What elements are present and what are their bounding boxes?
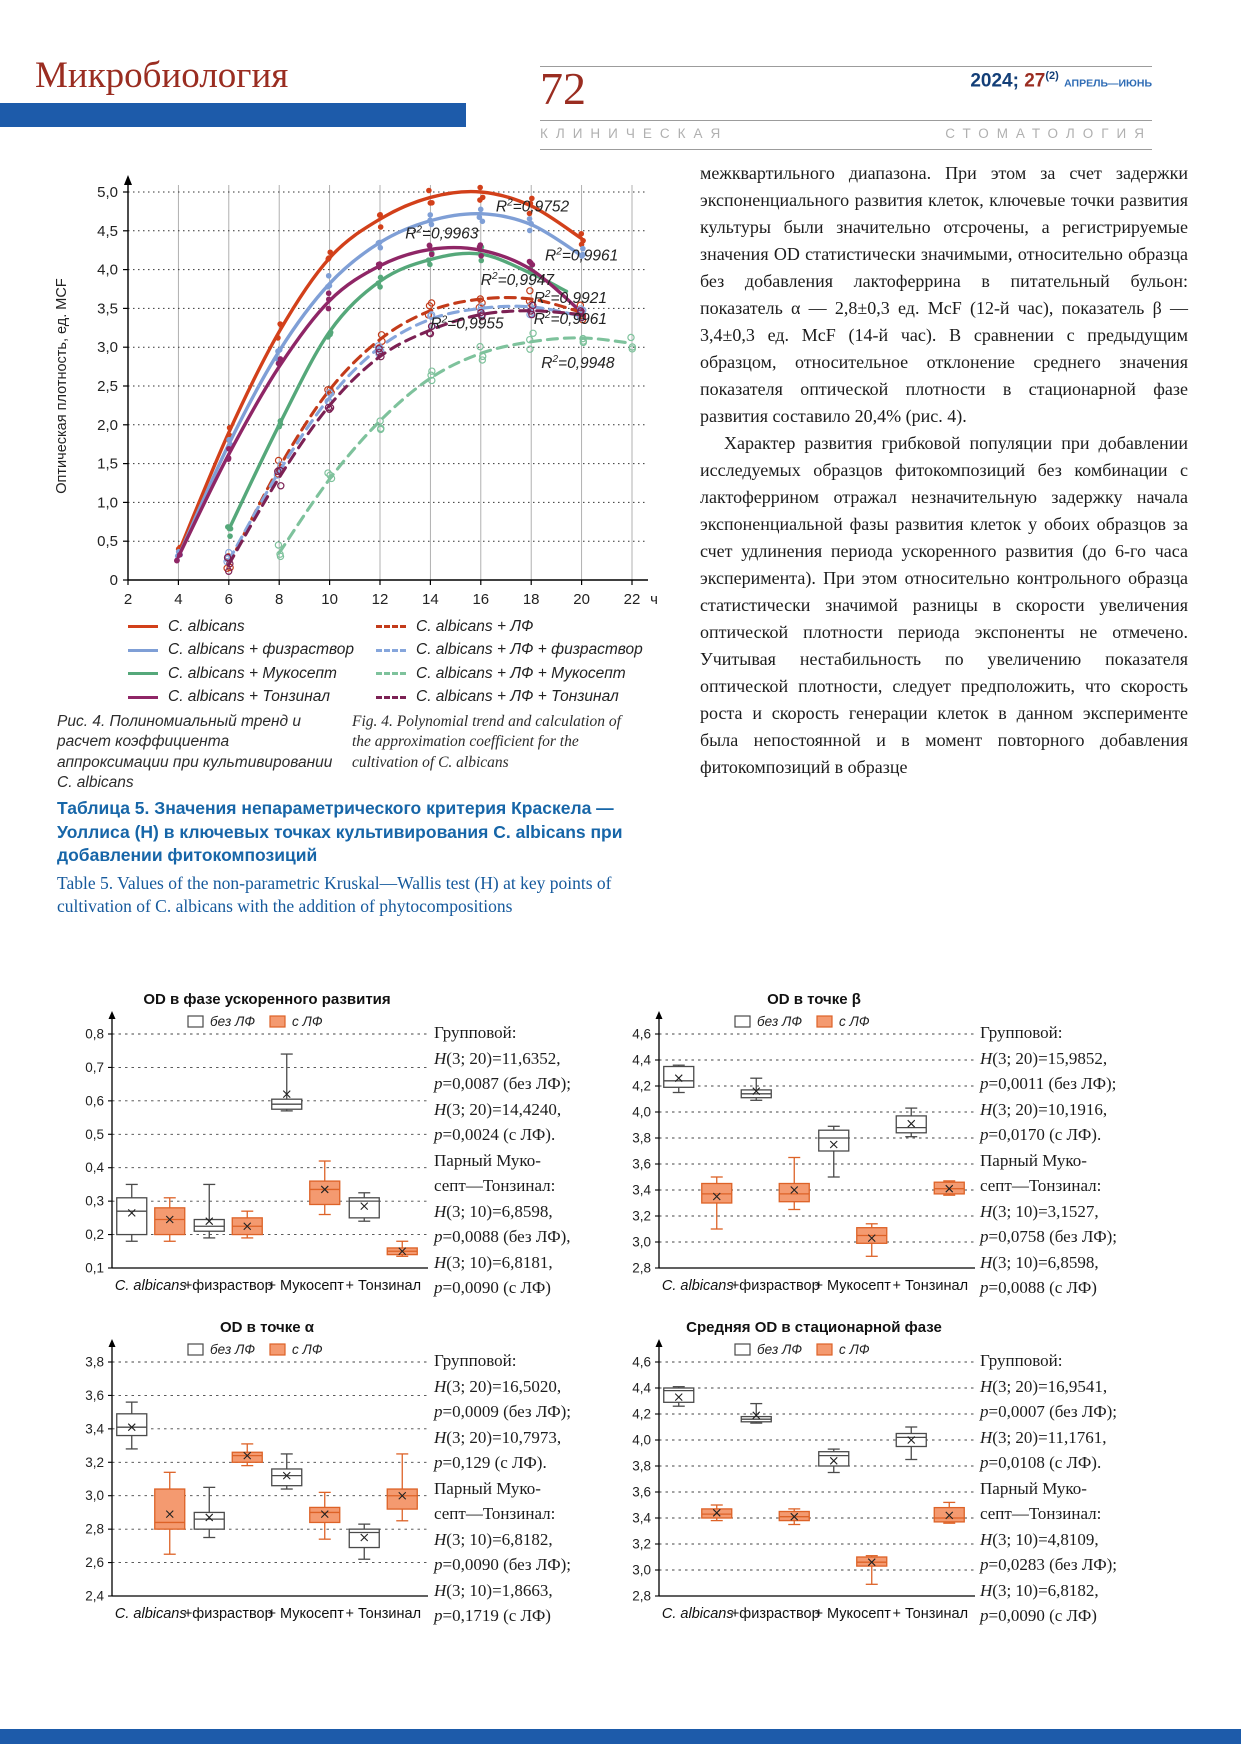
svg-text:ч: ч [650,591,658,608]
svg-text:с ЛФ: с ЛФ [292,1014,323,1029]
svg-text:0,7: 0,7 [85,1059,104,1075]
annotation-line: p=0,0087 (без ЛФ); [434,1074,572,1093]
svg-text:3,0: 3,0 [85,1488,104,1504]
footer-accent-bar [0,1729,1241,1744]
chart-title: OD в точке β [767,991,861,1008]
category-label: C. albicans [661,1606,734,1622]
annotation-line: H(3; 20)=16,5020, [434,1376,562,1396]
box-without-lf [741,1404,771,1424]
svg-text:2,5: 2,5 [97,378,118,395]
svg-text:3,0: 3,0 [632,1562,651,1578]
legend-label: C. albicans + ЛФ + Тонзинал [416,688,619,706]
svg-text:6: 6 [224,591,233,608]
annotation-line: p=0,129 (с ЛФ). [434,1453,547,1472]
svg-text:0,4: 0,4 [85,1160,104,1176]
annotation-line: p=0,0090 (с ЛФ) [980,1606,1097,1625]
category-label: +физраствор [730,1278,820,1294]
svg-text:4,0: 4,0 [632,1432,651,1448]
category-label: C. albicans [114,1606,187,1622]
annotation-line: H(3; 20)=10,1916, [980,1099,1108,1119]
svg-text:3,0: 3,0 [97,339,118,357]
legend-item [128,662,376,686]
svg-text:3,2: 3,2 [632,1536,651,1552]
legend-item [376,662,658,686]
box-without-lf [272,1454,302,1489]
svg-text:3,6: 3,6 [85,1387,104,1403]
annotation-line: p=0,0011 (без ЛФ); [980,1074,1117,1093]
box-without-lf [349,1524,379,1559]
legend-item [128,639,376,663]
box-with-lf [934,1502,964,1523]
box-with-lf [857,1224,887,1257]
box-with-lf [310,1492,340,1539]
svg-text:2,6: 2,6 [85,1555,104,1571]
running-title-left: КЛИНИЧЕСКАЯ [540,126,729,141]
annotation-line: p=0,0758 (без ЛФ); [980,1227,1118,1246]
issue-months: АПРЕЛЬ—ИЮНЬ [1064,77,1152,90]
svg-text:16: 16 [472,591,490,608]
category-label: + Мукосепт [814,1278,891,1294]
svg-text:4,6: 4,6 [632,1026,651,1042]
legend-item [128,615,376,639]
category-label: +физраствор [183,1606,273,1622]
svg-text:2,0: 2,0 [97,416,118,434]
annotation-line: p=0,0170 (с ЛФ). [980,1125,1102,1144]
legend-swatch-solid [128,625,158,628]
box-with-lf [232,1211,262,1238]
annotation-line: Парный Муко- [980,1150,1087,1170]
legend-swatch-solid [128,672,158,675]
r2-label: $R^2=0,9955$ [430,314,504,333]
r2-label: $R^2=0,9961$ [533,309,607,328]
header-rule-middle [540,120,1152,121]
svg-text:2,8: 2,8 [632,1588,651,1604]
box-with-lf [310,1161,340,1214]
legend-item [128,686,376,710]
svg-text:18: 18 [522,591,540,608]
svg-text:3,2: 3,2 [632,1208,651,1224]
svg-text:2: 2 [123,591,133,608]
legend-label: C. albicans + ЛФ + физраствор [416,641,643,659]
legend-label: C. albicans + ЛФ + Мукосепт [416,664,626,682]
legend-label: C. albicans + Мукосепт [168,664,337,682]
svg-text:3,6: 3,6 [632,1156,651,1172]
box-with-lf [934,1181,964,1195]
box-with-lf [387,1241,417,1256]
annotation-line: H(3; 10)=6,8598, [434,1201,553,1221]
box-without-lf [664,1387,694,1407]
body-paragraph-2: Характер развития грибковой популяции при добавлении исследуемых образцов фитокомпозиций без комбинации с лактоферрином отражал незначительную задержку начала экспоненциальной фазы развития клеток у обоих образцов за счет удлинения периода ускоренного развития (до 6-го часа эксперимента). При этом относительно контрольного образца статистически значимой разницы в скорости увеличения оптической плотности периода экспоненты не отмечено. Учитывая нестабильность по увеличению показателя оптической плотности, следует предположить, что скорость роста и скорость генерации клеток в данном эксперименте была непостоянной и в момент повторного добавления фитокомпозиций в образце [700,433,1188,777]
page-number: 72 [540,63,586,114]
annotation-line: Групповой: [434,1351,517,1370]
annotation-line: Парный Муко- [980,1478,1087,1498]
category-label: + Тонзинал [892,1606,969,1622]
box-with-lf [232,1444,262,1466]
legend-label: C. albicans [168,617,245,635]
annotation-line: p=0,0007 (без ЛФ); [980,1402,1118,1421]
category-label: C. albicans [661,1278,734,1294]
annotation-line: H(3; 10)=6,8598, [980,1252,1099,1272]
annotation-line: H(3; 10)=6,8182, [434,1529,553,1549]
svg-text:22: 22 [623,591,641,608]
box-without-lf [117,1184,147,1241]
legend-swatch-dashed [376,696,406,699]
annotation-line: H(3; 20)=15,9852, [980,1048,1108,1068]
svg-text:2,8: 2,8 [632,1260,651,1276]
box-without-lf [741,1078,771,1100]
body-paragraph-1: межквартильного диапазона. При этом за счет задержки экспоненциального развития клеток, ключевые точки развития культуры были значительно отсрочены, а регистрируемые значения OD статистически значимыми, относительно образца без добавления лактоферрина в питательный бульон: показатель α — 2,8±0,3 ед. McF (12-й час), показатель β — 3,4±0,3 ед. McF (14-й час). В сравнении с предыдущим образцом, относительное отклонение среднего значения показателя оптической плотности в стационарной фазе развития составило 20,4% (рис. 4). [700,163,1188,426]
annotation-line: Парный Муко- [434,1150,541,1170]
annotation-line: H(3; 20)=11,6352, [434,1048,561,1068]
legend-swatch-dashed [376,649,406,652]
svg-text:4: 4 [174,591,183,608]
issue-volume: 27 [1024,70,1046,92]
box-without-lf [896,1427,926,1460]
svg-text:с ЛФ: с ЛФ [839,1014,870,1029]
box-without-lf [194,1184,224,1237]
legend-swatch-dashed [376,672,406,675]
svg-text:3,2: 3,2 [85,1454,104,1470]
annotation-line: H(3; 10)=3,1527, [980,1201,1099,1221]
svg-text:без ЛФ: без ЛФ [757,1342,803,1357]
body-text-column [700,160,1188,781]
legend-swatch-solid [128,696,158,699]
svg-text:12: 12 [371,591,389,608]
svg-text:без ЛФ: без ЛФ [210,1342,256,1357]
svg-text:10: 10 [321,591,338,608]
svg-text:без ЛФ: без ЛФ [757,1014,803,1029]
legend-swatch-solid [128,649,158,652]
box-without-lf [664,1065,694,1092]
category-label: + Тонзинал [345,1278,422,1294]
svg-text:4,0: 4,0 [632,1104,651,1120]
r2-label: $R^2=0,9752$ [495,197,570,216]
category-label: + Мукосепт [267,1278,344,1294]
svg-text:2,8: 2,8 [85,1521,104,1537]
svg-text:0,5: 0,5 [97,533,118,551]
issue-year: 2024; [970,70,1019,92]
box-with-lf [779,1158,809,1210]
category-label: + Мукосепт [267,1606,344,1622]
annotation-line: p=0,0088 (без ЛФ), [434,1227,571,1246]
svg-text:0: 0 [109,572,118,589]
table5-caption-en: Table 5. Values of the non-parametric Kruskal—Wallis test (H) at key points of cultivation of C. albicans with the addition of phytocompositions [57,872,612,916]
running-title [540,126,1152,141]
svg-text:2,4: 2,4 [85,1588,104,1604]
svg-text:3,4: 3,4 [632,1182,651,1198]
svg-text:с ЛФ: с ЛФ [839,1342,870,1357]
legend-item [376,686,658,710]
svg-text:1,0: 1,0 [97,494,118,512]
svg-text:1,5: 1,5 [97,455,118,473]
annotation-line: H(3; 10)=1,8663, [434,1580,553,1600]
category-label: +физраствор [183,1278,273,1294]
category-label: + Тонзинал [345,1606,422,1622]
svg-text:Оптическая плотность, ед. MCF: Оптическая плотность, ед. MCF [54,278,70,494]
boxplot-od-accelerated-phase [58,988,430,1312]
svg-text:3,4: 3,4 [85,1421,104,1437]
plot-area [97,175,658,608]
annotation-line: Групповой: [980,1023,1063,1042]
annotation-line: септ—Тонзинал: [980,1504,1102,1523]
svg-text:20: 20 [573,591,590,608]
r2-label: $R^2=0,9948$ [541,354,615,373]
running-title-right: СТОМАТОЛОГИЯ [945,126,1152,141]
annotation-line: Групповой: [980,1351,1063,1370]
category-label: +физраствор [730,1606,820,1622]
header-rule-bottom [540,149,1152,150]
legend-swatch-dashed [376,625,406,628]
annotation-line: H(3; 10)=6,8182, [980,1580,1099,1600]
boxplot-od-point-alpha [58,1316,430,1640]
annotation-line: p=0,0088 (с ЛФ) [980,1278,1097,1297]
category-label: + Тонзинал [892,1278,969,1294]
table5-caption-ru: Таблица 5. Значения непараметрического критерия Краскела — Уоллиса (H) в ключевых точках культивирования C. albicans при добавлении фитокомпозиций [57,798,623,866]
legend-label: C. albicans + Тонзинал [168,688,330,706]
box-without-lf [117,1402,147,1449]
figure4-legend [128,615,658,709]
legend-item [376,639,658,663]
chart-title: OD в фазе ускоренного развития [143,991,391,1008]
boxplot-od-stationary-phase [605,1316,977,1640]
chart-title: Средняя OD в стационарной фазе [686,1319,942,1336]
annotation-line: септ—Тонзинал: [434,1176,556,1195]
box-with-lf [779,1509,809,1525]
r2-label: $R^2=0,9961$ [545,246,619,265]
svg-text:3,5: 3,5 [97,300,118,318]
annotation-line: H(3; 10)=4,8109, [980,1529,1099,1549]
annotation-line: H(3; 20)=10,7973, [434,1427,562,1447]
svg-text:4,4: 4,4 [632,1380,651,1396]
boxplot-d-annotation [980,1348,1204,1629]
annotation-line: p=0,0108 (с ЛФ). [980,1453,1102,1472]
svg-text:с ЛФ: с ЛФ [292,1342,323,1357]
annotation-line: H(3; 20)=11,1761, [980,1427,1107,1447]
annotation-line: p=0,0283 (без ЛФ); [980,1555,1118,1574]
svg-text:3,4: 3,4 [632,1510,651,1526]
svg-text:0,8: 0,8 [85,1026,104,1042]
title-accent-bar [0,103,466,127]
journal-section-title: Микробиология [35,55,289,96]
svg-text:4,4: 4,4 [632,1052,651,1068]
legend-label: C. albicans + ЛФ [416,617,534,635]
svg-text:3,8: 3,8 [85,1354,104,1370]
svg-text:3,6: 3,6 [632,1484,651,1500]
box-with-lf [387,1454,417,1521]
annotation-line: H(3; 20)=14,4240, [434,1099,562,1119]
svg-text:14: 14 [422,591,439,608]
category-label: + Мукосепт [814,1606,891,1622]
box-without-lf [819,1126,849,1177]
boxplot-od-point-beta [605,988,977,1312]
annotation-line: p=0,0009 (без ЛФ); [434,1402,572,1421]
annotation-line: H(3; 10)=6,8181, [434,1252,553,1272]
box-without-lf [272,1054,302,1111]
svg-text:5,0: 5,0 [97,184,118,201]
box-without-lf [194,1487,224,1537]
svg-text:без ЛФ: без ЛФ [210,1014,256,1029]
annotation-line: H(3; 20)=16,9541, [980,1376,1108,1396]
annotation-line: Групповой: [434,1023,517,1042]
annotation-line: p=0,0090 (без ЛФ); [434,1555,572,1574]
svg-text:8: 8 [275,591,284,608]
svg-text:0,2: 0,2 [85,1227,104,1243]
svg-text:0,1: 0,1 [85,1260,104,1276]
svg-text:4,5: 4,5 [97,222,118,240]
header-rule-top [540,66,1152,67]
category-label: C. albicans [114,1278,187,1294]
annotation-line: p=0,1719 (с ЛФ) [434,1606,551,1625]
issue-info [800,70,1152,92]
r2-label: $R^2=0,9921$ [533,288,607,307]
box-without-lf [349,1193,379,1221]
annotation-line: p=0,0024 (с ЛФ). [434,1125,556,1144]
svg-text:4,0: 4,0 [97,261,118,279]
r2-label: $R^2=0,9947$ [480,271,555,290]
chart-title: OD в точке α [220,1319,314,1336]
table5-caption [57,797,649,917]
box-with-lf [702,1177,732,1229]
figure4-line-chart [50,165,662,617]
svg-text:0,3: 0,3 [85,1193,104,1209]
boxplot-b-annotation [980,1020,1204,1301]
annotation-line: p=0,0090 (с ЛФ) [434,1278,551,1297]
box-without-lf [819,1449,849,1472]
legend-label: C. albicans + физраствор [168,641,355,659]
svg-text:3,8: 3,8 [632,1130,651,1146]
svg-text:3,8: 3,8 [632,1458,651,1474]
figure4-caption-ru: Рис. 4. Полиномиальный тренд и расчет коэффициента аппроксимации при культивировании C. albicans [57,713,333,792]
r2-label: $R^2=0,9963$ [405,224,479,243]
annotation-line: септ—Тонзинал: [980,1176,1102,1195]
svg-text:3,0: 3,0 [632,1234,651,1250]
box-with-lf [155,1198,185,1241]
box-with-lf [155,1472,185,1554]
legend-item [376,615,658,639]
box-with-lf [702,1505,732,1521]
svg-text:4,2: 4,2 [632,1078,651,1094]
svg-text:4,2: 4,2 [632,1406,651,1422]
issue-number: (2) [1045,70,1059,82]
figure4-caption-en: Fig. 4. Polynomial trend and calculation of the approximation coefficient for the cultivation of C. albicans [352,713,621,771]
svg-text:4,6: 4,6 [632,1354,651,1370]
annotation-line: септ—Тонзинал: [434,1504,556,1523]
svg-text:0,6: 0,6 [85,1093,104,1109]
svg-text:0,5: 0,5 [85,1126,104,1142]
annotation-line: Парный Муко- [434,1478,541,1498]
